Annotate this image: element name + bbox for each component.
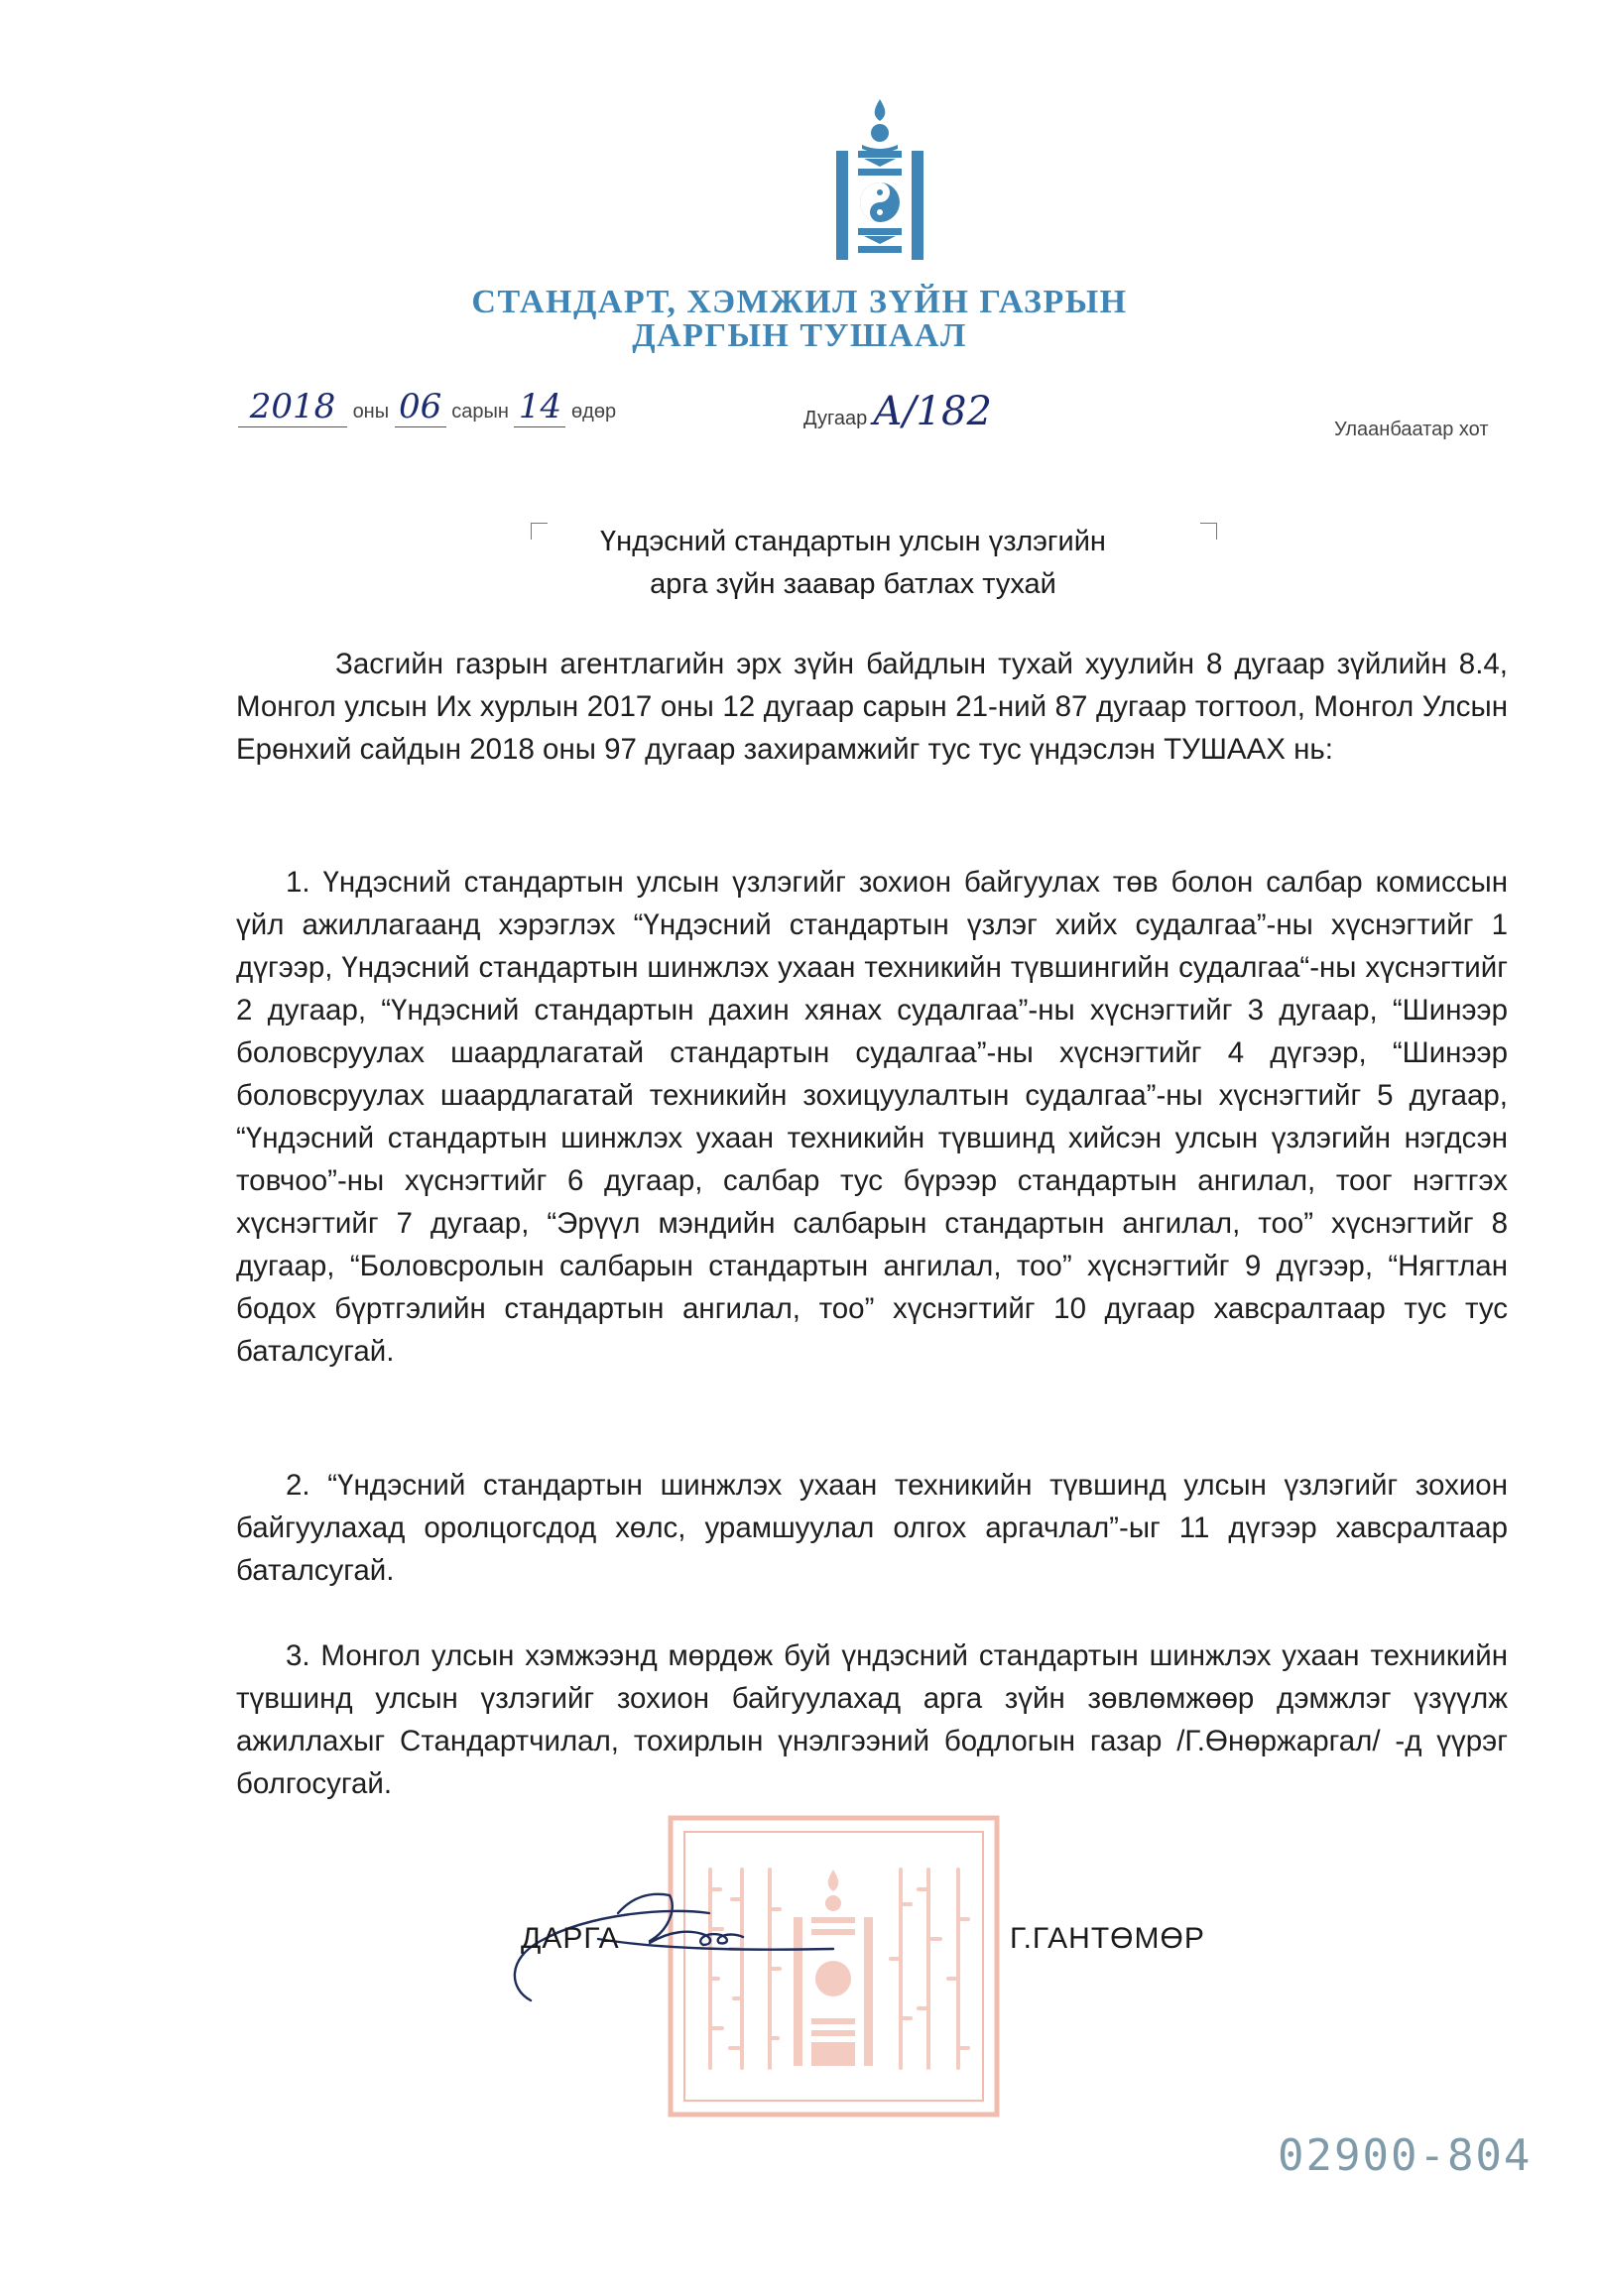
order-item-1: 1. Үндэсний стандартын улсын үзлэгийг зохион байгуулах төв болон салбар комиссын үйл ажиллагаанд хэрэглэх “Үндэсний стандартын үзлэг хийх судалгаа”-ны хүснэгтийг 1 дүгээр, Үндэсний стандартын шинжлэх ухаан техникийн түвшингийн судалгаа“-ны хүснэгтийг 2 дугаар, “Үндэсний стандартын дахин хянах судалгаа”-ны хүснэгтийг 3 дугаар, “Шинээр боловсруулах шаардлагатай стандартын судалгаа”-ны хүснэгтийг 4 дүгээр, “Шинээр боловсруулах шаардлагатай техникийн зохицуулалтын судалгаа”-ны хүснэгтийг 5 дугаар, “Үндэсний стандартын шинжлэх ухаан техникийн түвшинд хийсэн улсын үзлэгийн нэгдсэн товчоо”-ны хүснэгтийг 6 дугаар, салбар тус бүрээр стандартын ангилал, тоог нэгтгэх хүснэгтийг 7 дугаар, “Эрүүл мэндийн салбарын стандартын ангилал, тоо” хүснэгтийг 8 дугаар, “Боловсролын салбарын стандартын ангилал, тоо” хүснэгтийг 9 дүгээр, “Нягтлан бодох бүртгэлийн стандартын ангилал, тоо” хүснэгтийг 10 дугаар хавсралтаар тус тус баталсугай. — [236, 866, 1508, 1368]
subject-corner-mark — [1200, 523, 1217, 540]
date-year: 2018 — [238, 387, 347, 427]
date-year-suffix: оны — [352, 401, 390, 423]
signatory-name: Г.ГАНТӨМӨР — [1010, 1922, 1205, 1955]
subject-line-2: арга зүйн заавар батлах тухай — [650, 568, 1056, 600]
registration-number: 02900-804 — [1278, 2130, 1533, 2181]
document-number — [803, 389, 992, 434]
document-type-title: ДАРГЫН ТУШААЛ — [632, 317, 967, 354]
date-day: 14 — [514, 387, 565, 427]
subject-line-1: Үндэсний стандартын улсын үзлэгийн — [600, 526, 1106, 557]
number-label: Дугаар — [803, 408, 868, 429]
city-label: Улаанбаатар хот — [1334, 419, 1489, 440]
document-date — [238, 387, 616, 427]
number-value: А/182 — [872, 389, 992, 434]
signatory-title: ДАРГА — [521, 1922, 620, 1955]
date-month: 06 — [395, 387, 446, 427]
soyombo-emblem-icon — [828, 95, 931, 262]
date-month-suffix: сарын — [451, 401, 509, 423]
subject-title — [516, 521, 1190, 606]
order-item-2: 2. “Үндэсний стандартын шинжлэх ухаан техникийн түвшинд улсын үзлэгийг зохион байгуулахад оролцогсдод хөлс, урамшуулал олгох аргачлал”-ыг 11 дүгээр хавсралтаар баталсугай. — [236, 1469, 1508, 1587]
date-day-suffix: өдөр — [571, 401, 617, 423]
organization-title: СТАНДАРТ, ХЭМЖИЛ ЗҮЙН ГАЗРЫН — [471, 284, 1128, 320]
intro-paragraph: Засгийн газрын агентлагийн эрх зүйн байдлын тухай хуулийн 8 дугаар зүйлийн 8.4, Монгол улсын Их хурлын 2017 оны 12 дугаар сарын 21-ний 87 дугаар тогтоол, Монгол Улсын Ерөнхий сайдын 2018 оны 97 дугаар захирамжийг тус тус үндэслэн ТУШААХ нь: — [236, 648, 1508, 766]
order-item-3: 3. Монгол улсын хэмжээнд мөрдөж буй үндэсний стандартын шинжлэх ухаан техникийн түвшинд улсын үзлэгийг зохион байгуулахад арга зүйн зөвлөмжөөр дэмжлэг үзүүлж ажиллахыг Стандартчилал, тохирлын үнэлгээний бодлогын газар /Г.Өнөржаргал/ -д үүрэг болгосугай. — [236, 1639, 1508, 1800]
